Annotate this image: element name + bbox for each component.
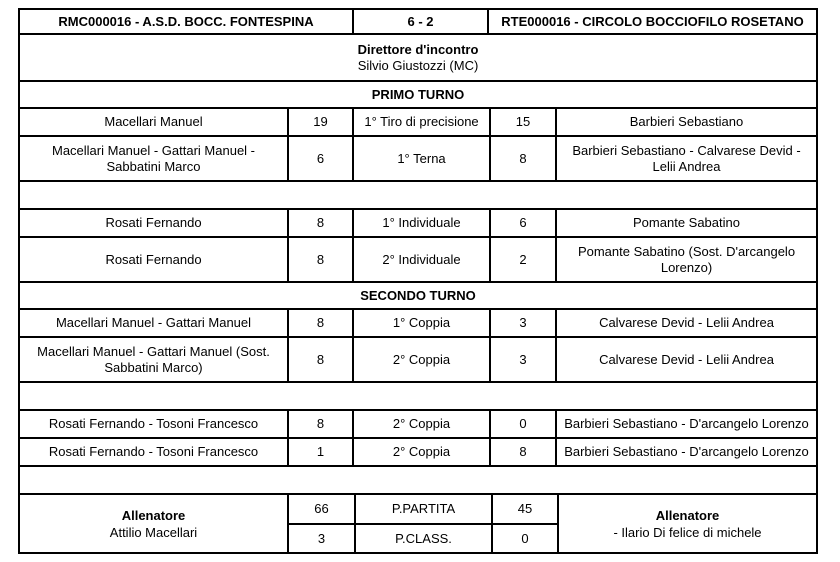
match-row [20,439,816,467]
home-score: 8 [287,310,352,336]
director-name: Silvio Giustozzi (MC) [357,57,479,73]
match-row [20,338,816,383]
home-players: Macellari Manuel - Gattari Manuel (Sost. Sabbatini Marco) [37,343,270,375]
away-score: 3 [489,338,555,381]
footer-row [20,495,816,552]
away-score: 6 [489,210,555,236]
home-coach-cell [20,495,287,552]
home-players: Rosati Fernando [105,251,202,267]
away-players: Barbieri Sebastiano - Calvarese Devid - Lelii Andrea [555,137,816,180]
points-block [287,495,559,552]
away-players: Barbieri Sebastiano - D'arcangelo Lorenzo [555,439,816,465]
match-row [20,109,816,137]
home-players: Rosati Fernando - Tosoni Francesco [48,416,259,431]
home-score: 8 [287,238,352,281]
event-label: 1° Individuale [352,210,489,236]
away-coach-name: - Ilario Di felice di michele [613,524,762,540]
home-players: Rosati Fernando - Tosoni Francesco [48,444,259,459]
event-label: 2° Coppia [352,439,489,465]
event-label: 1° Terna [352,137,489,180]
home-players: Macellari Manuel - Gattari Manuel - Sabbatini Marco [51,142,256,174]
event-label: 1° Coppia [352,310,489,336]
match-row [20,411,816,439]
away-players: Pomante Sabatino (Sost. D'arcangelo Lorenzo) [555,238,816,281]
teams-header-row [20,10,816,35]
match-points-row [289,495,557,525]
home-score: 8 [287,411,352,437]
director-row [20,35,816,82]
home-score: 19 [287,109,352,135]
event-label: 2° Coppia [352,338,489,381]
away-coach-cell [559,495,816,552]
match-report-table [18,8,818,554]
away-players: Barbieri Sebastiano [555,109,816,135]
away-score: 2 [489,238,555,281]
match-row [20,238,816,283]
match-result: 6 - 2 [352,10,487,33]
away-match-points: 45 [491,495,557,523]
empty-row [20,182,816,210]
away-score: 0 [489,411,555,437]
empty-cell [20,383,816,409]
home-classification-points: 3 [317,530,326,546]
away-players: Pomante Sabatino [555,210,816,236]
section-header-primo-turno [20,82,816,109]
home-match-points: 66 [314,501,329,517]
director-cell [20,35,816,80]
away-players: Barbieri Sebastiano - D'arcangelo Lorenzo [555,411,816,437]
event-label: 2° Individuale [352,238,489,281]
classification-points-label: P.CLASS. [354,525,491,553]
empty-cell [20,467,816,493]
section-title: SECONDO TURNO [360,288,476,303]
away-score: 8 [489,137,555,180]
home-players: Macellari Manuel - Gattari Manuel [55,315,252,330]
away-score: 8 [489,439,555,465]
section-header-secondo-turno [20,283,816,310]
empty-cell [20,182,816,208]
home-score: 1 [287,439,352,465]
classification-points-row [289,525,557,553]
home-score: 6 [287,137,352,180]
home-score: 8 [287,210,352,236]
home-players: Rosati Fernando [105,215,202,230]
home-players: Macellari Manuel [104,114,203,129]
section-title: PRIMO TURNO [371,87,465,102]
empty-row [20,383,816,411]
home-team-name: RMC000016 - A.S.D. BOCC. FONTESPINA [58,13,314,29]
away-coach-label: Allenatore [655,507,720,523]
match-row [20,210,816,238]
away-score: 15 [489,109,555,135]
event-label: 1° Tiro di precisione [352,109,489,135]
home-coach-name: Attilio Macellari [109,524,198,540]
away-score: 3 [489,310,555,336]
away-players: Calvarese Devid - Lelii Andrea [555,338,816,381]
away-players: Calvarese Devid - Lelii Andrea [555,310,816,336]
away-team-name: RTE000016 - CIRCOLO BOCCIOFILO ROSETANO [487,10,816,33]
empty-row [20,467,816,495]
director-label: Direttore d'incontro [357,41,479,57]
match-row [20,137,816,182]
home-coach-label: Allenatore [121,507,186,523]
match-points-label: P.PARTITA [354,495,491,523]
away-classification-points: 0 [491,525,557,553]
event-label: 2° Coppia [352,411,489,437]
home-score: 8 [287,338,352,381]
match-row [20,310,816,338]
